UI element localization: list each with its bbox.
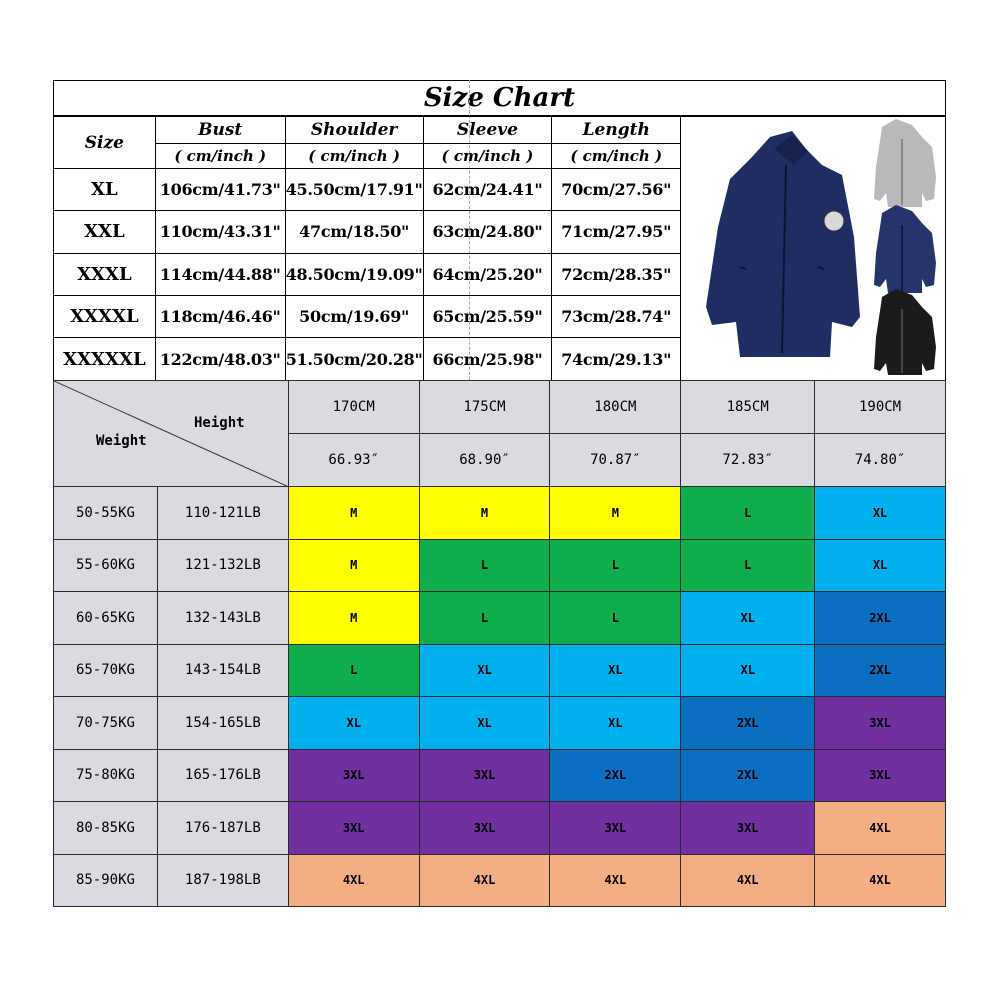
recommended-size: 2XL bbox=[681, 697, 815, 750]
fit-row bbox=[54, 802, 946, 855]
header-sleeve: Sleeve bbox=[423, 117, 552, 144]
recommended-size: M bbox=[419, 487, 550, 540]
height-inch: 70.87″ bbox=[550, 434, 681, 487]
weight-lb: 143-154LB bbox=[157, 644, 288, 697]
recommended-size: L bbox=[550, 539, 681, 592]
height-cm: 190CM bbox=[815, 381, 946, 434]
weight-kg: 75-80KG bbox=[54, 749, 158, 802]
weight-lb: 132-143LB bbox=[157, 592, 288, 645]
shoulder-value: 50cm/19.69" bbox=[285, 295, 423, 337]
height-cm: 185CM bbox=[681, 381, 815, 434]
size-label: XXXXXL bbox=[54, 337, 156, 381]
length-value: 73cm/28.74" bbox=[552, 295, 681, 337]
navy-jacket-image bbox=[874, 205, 936, 293]
recommended-size: XL bbox=[815, 487, 946, 540]
recommended-size: 2XL bbox=[815, 644, 946, 697]
recommended-size: 4XL bbox=[550, 854, 681, 907]
weight-kg: 60-65KG bbox=[54, 592, 158, 645]
bust-value: 118cm/46.46" bbox=[155, 295, 285, 337]
length-value: 70cm/27.56" bbox=[552, 169, 681, 211]
recommended-size: L bbox=[419, 539, 550, 592]
grey-jacket-image bbox=[874, 119, 936, 207]
recommended-size: M bbox=[550, 487, 681, 540]
weight-lb: 110-121LB bbox=[157, 487, 288, 540]
length-value: 74cm/29.13" bbox=[552, 337, 681, 381]
recommended-size: XL bbox=[815, 539, 946, 592]
recommended-size: XL bbox=[681, 644, 815, 697]
fit-row bbox=[54, 749, 946, 802]
size-label: XXXL bbox=[54, 253, 156, 295]
fit-row bbox=[54, 539, 946, 592]
recommended-size: XL bbox=[419, 644, 550, 697]
recommended-size: L bbox=[681, 487, 815, 540]
recommended-size: XL bbox=[550, 644, 681, 697]
unit-sleeve: ( cm/inch ) bbox=[423, 144, 552, 169]
shoulder-value: 48.50cm/19.09" bbox=[285, 253, 423, 295]
height-label: Height bbox=[194, 415, 245, 431]
recommended-size: M bbox=[288, 539, 419, 592]
size-chart bbox=[53, 80, 946, 916]
recommended-size: 4XL bbox=[815, 802, 946, 855]
recommended-size: XL bbox=[681, 592, 815, 645]
shoulder-value: 51.50cm/20.28" bbox=[285, 337, 423, 381]
weight-kg: 70-75KG bbox=[54, 697, 158, 750]
height-weight-corner bbox=[54, 381, 289, 487]
recommended-size: 3XL bbox=[681, 802, 815, 855]
recommended-size: L bbox=[550, 592, 681, 645]
jacket-images bbox=[682, 117, 945, 377]
weight-kg: 55-60KG bbox=[54, 539, 158, 592]
chart-title: Size Chart bbox=[53, 80, 946, 116]
product-photos bbox=[681, 117, 946, 382]
unit-shoulder: ( cm/inch ) bbox=[285, 144, 423, 169]
height-cm: 170CM bbox=[288, 381, 419, 434]
recommended-size: 3XL bbox=[419, 802, 550, 855]
sleeve-value: 64cm/25.20" bbox=[423, 253, 552, 295]
recommended-size: L bbox=[681, 539, 815, 592]
header-size: Size bbox=[54, 117, 156, 169]
recommended-size: 3XL bbox=[550, 802, 681, 855]
recommended-size: 4XL bbox=[288, 854, 419, 907]
unit-length: ( cm/inch ) bbox=[552, 144, 681, 169]
weight-lb: 176-187LB bbox=[157, 802, 288, 855]
sleeve-value: 65cm/25.59" bbox=[423, 295, 552, 337]
height-inch: 68.90″ bbox=[419, 434, 550, 487]
shoulder-value: 47cm/18.50" bbox=[285, 211, 423, 253]
weight-kg: 50-55KG bbox=[54, 487, 158, 540]
weight-kg: 65-70KG bbox=[54, 644, 158, 697]
height-cm: 180CM bbox=[550, 381, 681, 434]
weight-lb: 154-165LB bbox=[157, 697, 288, 750]
recommended-size: XL bbox=[419, 697, 550, 750]
header-bust: Bust bbox=[155, 117, 285, 144]
recommended-size: L bbox=[288, 644, 419, 697]
main-jacket-image bbox=[706, 131, 860, 357]
weight-kg: 85-90KG bbox=[54, 854, 158, 907]
recommended-size: XL bbox=[550, 697, 681, 750]
sleeve-value: 66cm/25.98" bbox=[423, 337, 552, 381]
recommended-size: M bbox=[288, 592, 419, 645]
shoulder-value: 45.50cm/17.91" bbox=[285, 169, 423, 211]
fit-row bbox=[54, 697, 946, 750]
unit-bust: ( cm/inch ) bbox=[155, 144, 285, 169]
size-label: XXXXL bbox=[54, 295, 156, 337]
recommended-size: M bbox=[288, 487, 419, 540]
weight-kg: 80-85KG bbox=[54, 802, 158, 855]
header-shoulder: Shoulder bbox=[285, 117, 423, 144]
length-value: 72cm/28.35" bbox=[552, 253, 681, 295]
recommended-size: 3XL bbox=[815, 749, 946, 802]
measurement-table bbox=[53, 116, 946, 382]
fit-table bbox=[53, 380, 946, 907]
diagonal-divider bbox=[54, 381, 289, 487]
recommended-size: 4XL bbox=[419, 854, 550, 907]
recommended-size: 2XL bbox=[681, 749, 815, 802]
bust-value: 110cm/43.31" bbox=[155, 211, 285, 253]
recommended-size: 2XL bbox=[550, 749, 681, 802]
recommended-size: L bbox=[419, 592, 550, 645]
recommended-size: 3XL bbox=[815, 697, 946, 750]
size-label: XXL bbox=[54, 211, 156, 253]
recommended-size: 4XL bbox=[815, 854, 946, 907]
recommended-size: XL bbox=[288, 697, 419, 750]
black-jacket-image bbox=[874, 289, 936, 375]
height-inch: 74.80″ bbox=[815, 434, 946, 487]
weight-lb: 165-176LB bbox=[157, 749, 288, 802]
bust-value: 122cm/48.03" bbox=[155, 337, 285, 381]
recommended-size: 2XL bbox=[815, 592, 946, 645]
recommended-size: 3XL bbox=[288, 802, 419, 855]
bust-value: 106cm/41.73" bbox=[155, 169, 285, 211]
height-cm: 175CM bbox=[419, 381, 550, 434]
weight-lb: 121-132LB bbox=[157, 539, 288, 592]
bust-value: 114cm/44.88" bbox=[155, 253, 285, 295]
fit-row bbox=[54, 854, 946, 907]
fit-row bbox=[54, 592, 946, 645]
header-length: Length bbox=[552, 117, 681, 144]
weight-lb: 187-198LB bbox=[157, 854, 288, 907]
recommended-size: 3XL bbox=[288, 749, 419, 802]
height-inch: 72.83″ bbox=[681, 434, 815, 487]
recommended-size: 3XL bbox=[419, 749, 550, 802]
height-inch: 66.93″ bbox=[288, 434, 419, 487]
sleeve-value: 63cm/24.80" bbox=[423, 211, 552, 253]
length-value: 71cm/27.95" bbox=[552, 211, 681, 253]
fit-row bbox=[54, 487, 946, 540]
weight-label: Weight bbox=[96, 433, 147, 449]
sleeve-value: 62cm/24.41" bbox=[423, 169, 552, 211]
fit-row bbox=[54, 644, 946, 697]
size-label: XL bbox=[54, 169, 156, 211]
recommended-size: 4XL bbox=[681, 854, 815, 907]
